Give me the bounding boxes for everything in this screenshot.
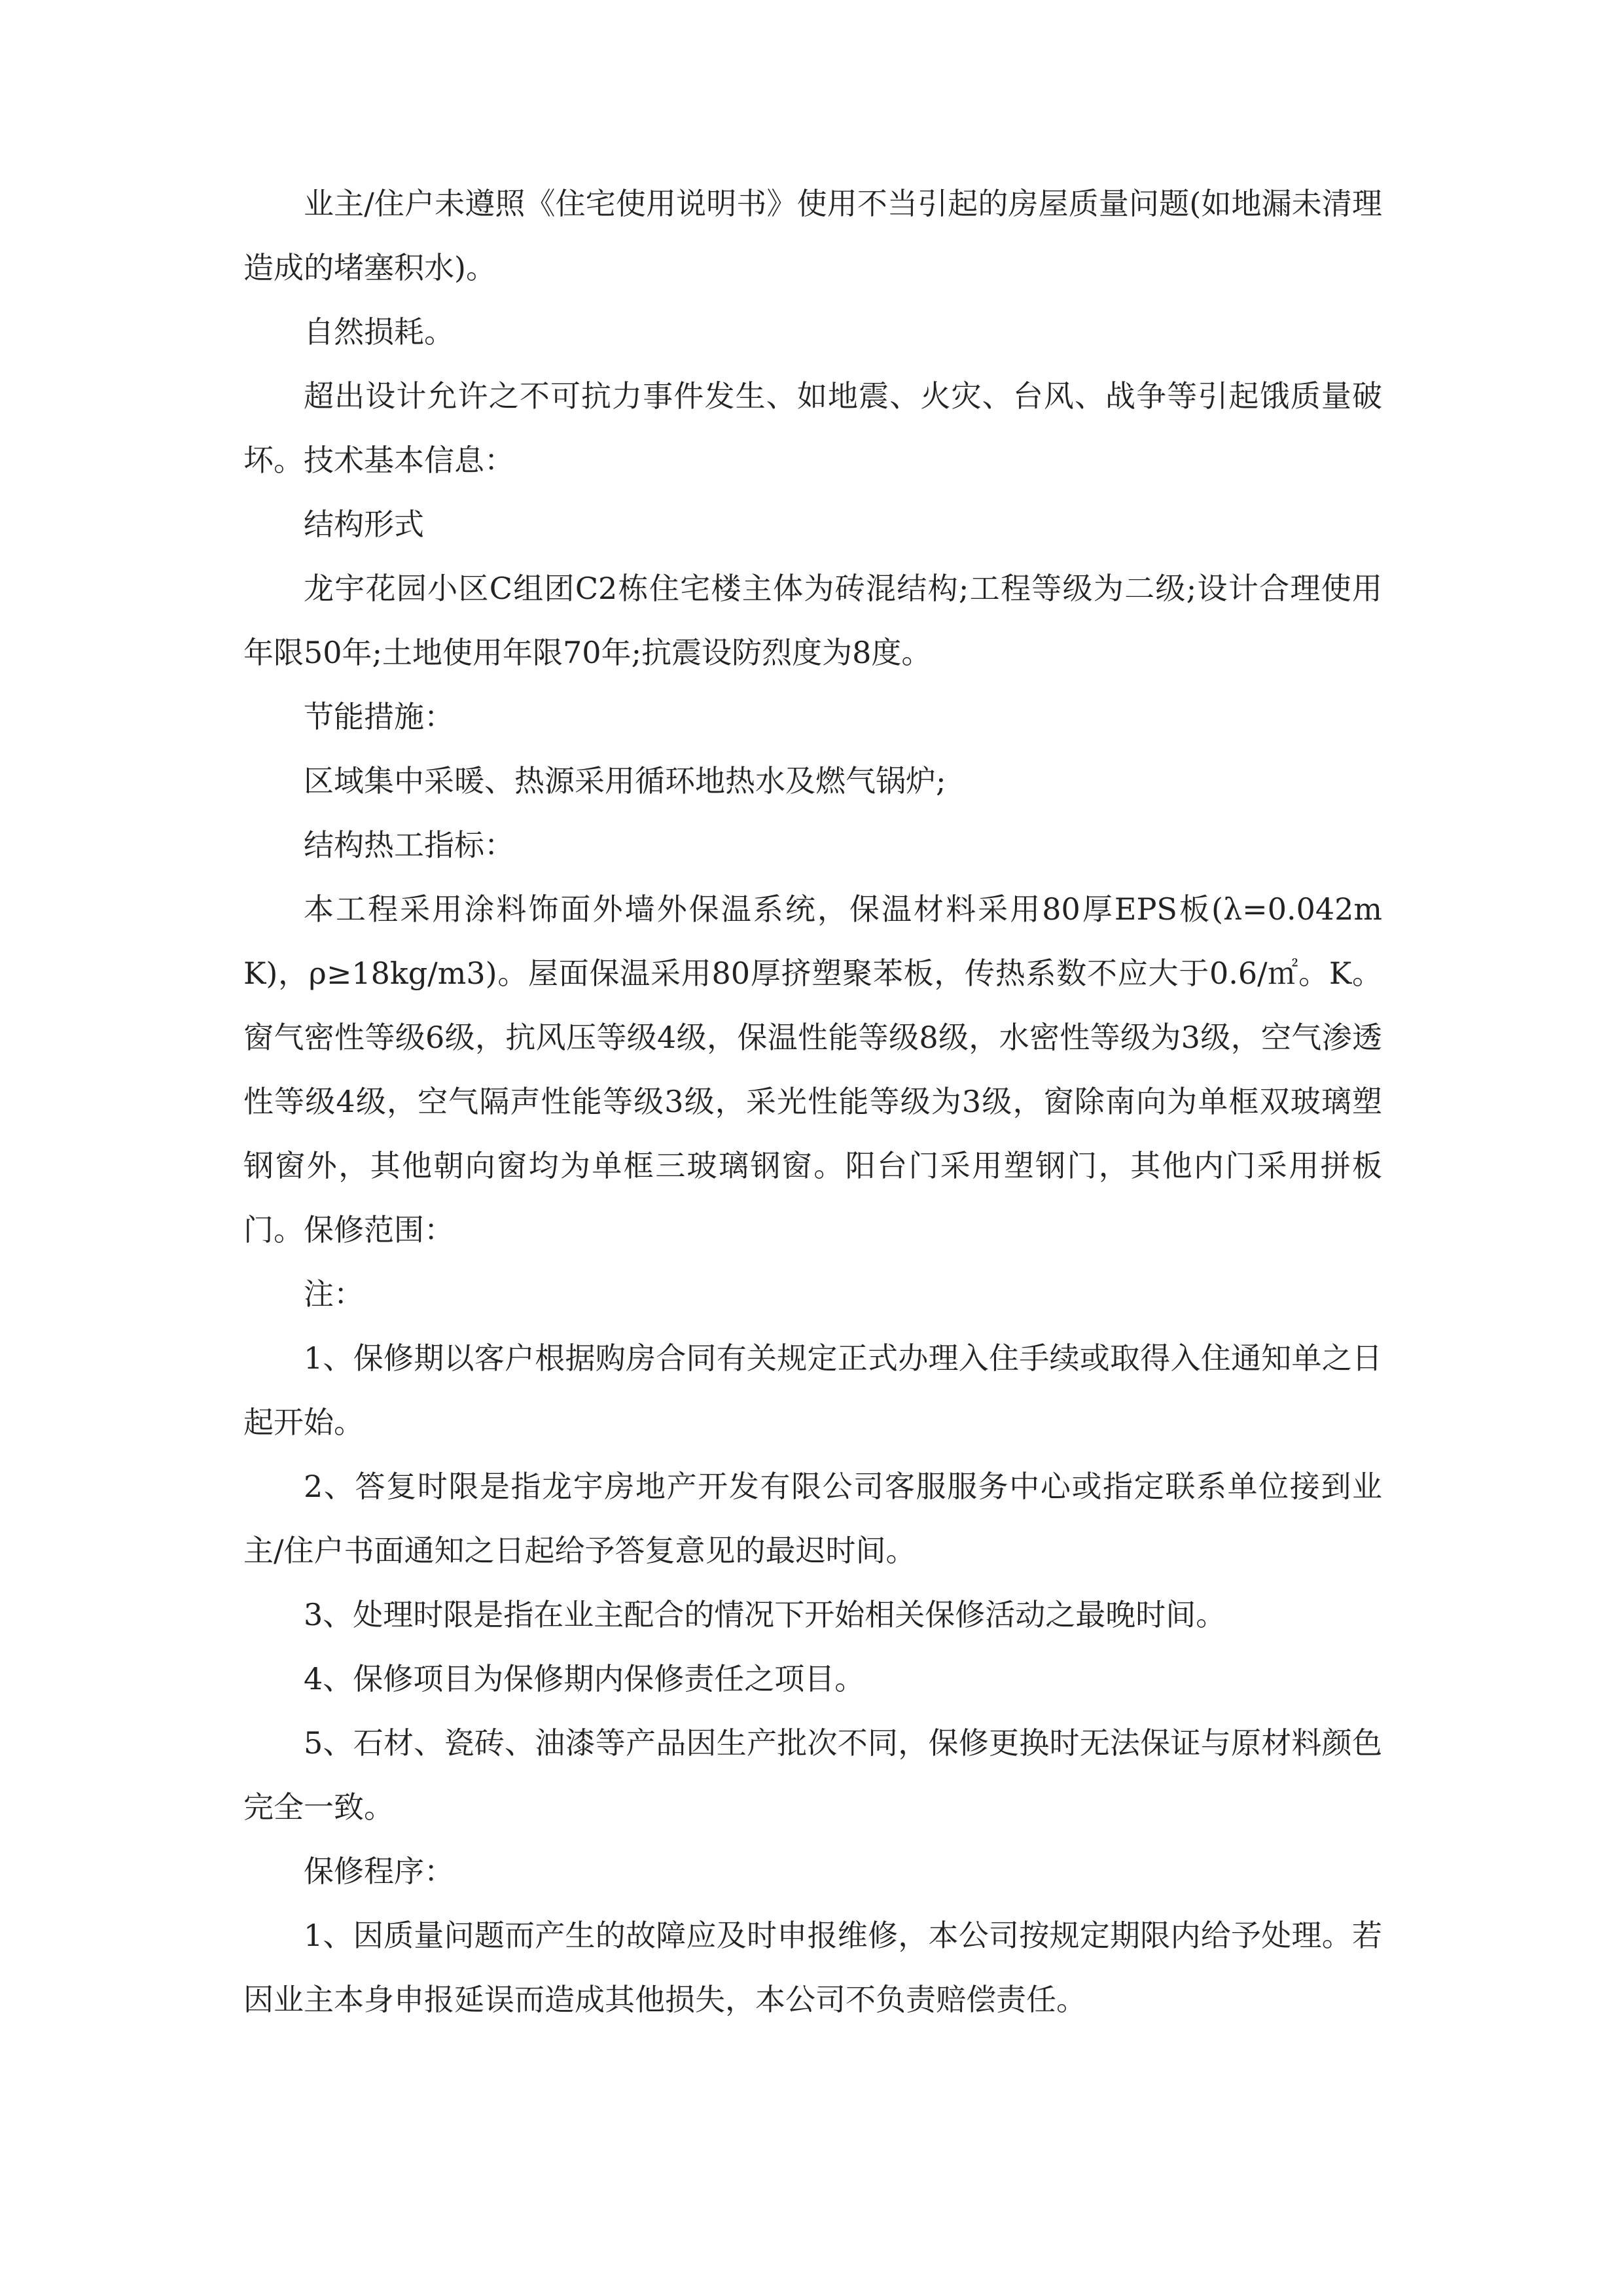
heading-structure-form: 结构形式 [304, 507, 424, 542]
heading-notes: 注： [304, 1276, 364, 1312]
heading-thermal-indicators: 结构热工指标： [304, 827, 514, 863]
note-item-1: 1、保修期以客户根据购房合同有关规定正式办理入住手续或取得入住通知单之日起开始。 [243, 1340, 1382, 1440]
note-item-2: 2、答复时限是指龙宇房地产开发有限公司客服服务中心或指定联系单位接到业主/住户书面通知之日起给予答复意见的最迟时间。 [243, 1469, 1382, 1568]
note-item-4: 4、保修项目为保修期内保修责任之项目。 [304, 1661, 865, 1696]
paragraph-insulation: 本工程采用涂料饰面外墙外保温系统，保温材料采用80厚EPS板(λ=0.042mK)，ρ≥18kg/m3)。屋面保温采用80厚挤塑聚苯板，传热系数不应大于0.6/㎡。K。窗气密性等级6级，抗风压等级4级，保温性能等级8级，水密性等级为3级，空气渗透性等级4级，空气隔声性能等级3级，采光性能等级为3级，窗除南向为单框双玻璃塑钢窗外，其他朝向窗均为单框三玻璃钢窗。阳台门采用塑钢门，其他内门采用拼板门。保修范围： [243, 891, 1382, 1247]
heading-energy-measures: 节能措施： [304, 699, 454, 734]
paragraph-force-majeure: 超出设计允许之不可抗力事件发生、如地震、火灾、台风、战争等引起饿质量破坏。技术基本信息： [243, 378, 1382, 478]
paragraph-structure-info: 龙宇花园小区C组团C2栋住宅楼主体为砖混结构;工程等级为二级;设计合理使用年限50年;土地使用年限70年;抗震设防烈度为8度。 [243, 571, 1382, 670]
paragraph-misuse: 业主/住户未遵照《住宅使用说明书》使用不当引起的房屋质量问题(如地漏未清理造成的堵塞积水)。 [243, 186, 1382, 285]
procedure-item-1: 1、因质量问题而产生的故障应及时申报维修，本公司按规定期限内给予处理。若因业主本身申报延误而造成其他损失，本公司不负责赔偿责任。 [243, 1918, 1382, 2017]
note-item-3: 3、处理时限是指在业主配合的情况下开始相关保修活动之最晚时间。 [304, 1597, 1226, 1632]
paragraph-natural-wear: 自然损耗。 [304, 314, 454, 350]
document-body [243, 171, 1382, 2032]
heading-repair-procedure: 保修程序： [304, 1854, 454, 1889]
note-item-5: 5、石材、瓷砖、油漆等产品因生产批次不同，保修更换时无法保证与原材料颜色完全一致。 [243, 1725, 1382, 1825]
paragraph-heating: 区域集中采暖、热源采用循环地热水及燃气锅炉; [304, 763, 946, 798]
